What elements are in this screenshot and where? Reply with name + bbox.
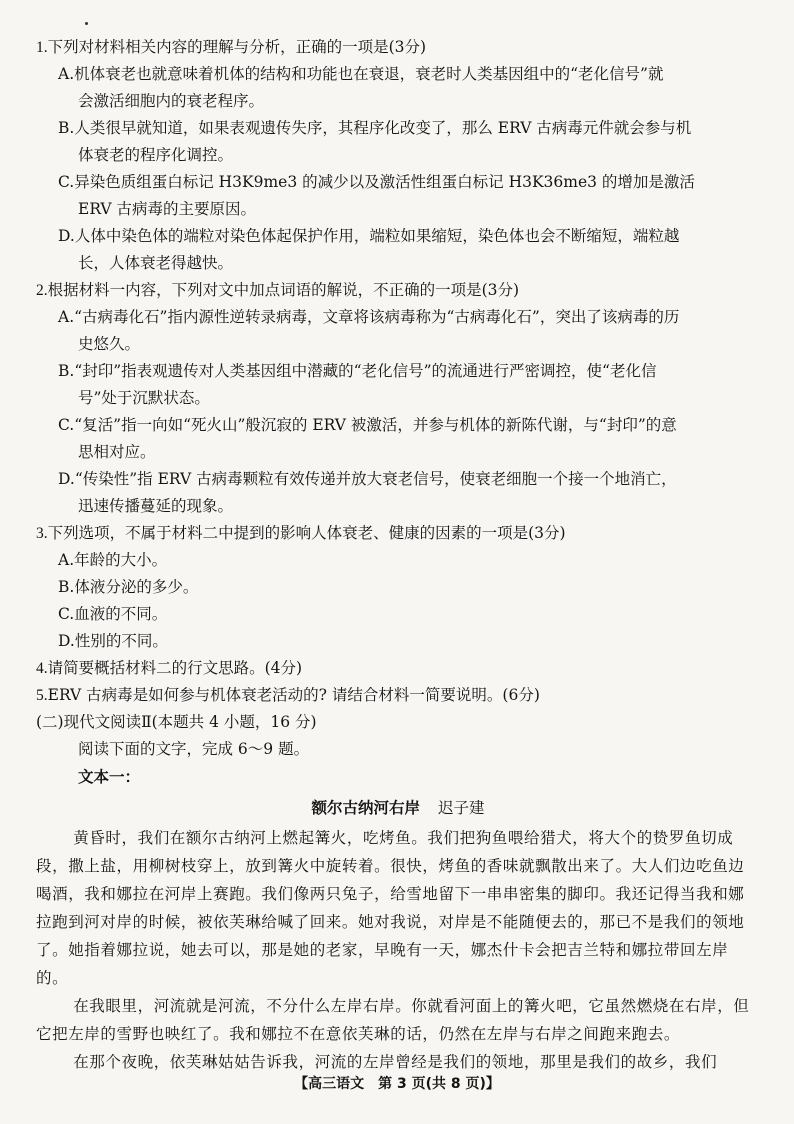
option-text: “传染性”指 ERV 古病毒颗粒有效传递并放大衰老信号，使衰老细胞一个接一个地消亡， [74,470,677,488]
question-stem [36,655,760,682]
option-label: B. [58,119,75,137]
option-text-continued: 迅速传播蔓延的现象。 [78,497,234,515]
question-number: 3. [36,525,48,542]
option-label: A. [58,308,75,326]
option-label: D. [58,227,75,245]
answer-option [58,169,760,223]
option-text: 年龄的大小。 [74,551,168,569]
answer-option [58,358,760,412]
option-text: 体液分泌的多少。 [74,578,199,596]
reading-instruction: 阅读下面的文字，完成 6～9 题。 [78,740,310,758]
option-text-continued: 史悠久。 [78,335,141,353]
page-content [36,34,760,1076]
question-text: 根据材料一内容，下列对文中加点词语的解说，不正确的一项是(3分) [47,281,520,299]
answer-option [58,61,760,115]
answer-option [58,601,760,628]
option-text: 机体衰老也就意味着机体的结构和功能也在衰退，衰老时人类基因组中的“老化信号”就 [74,65,664,83]
option-text: 血液的不同。 [74,605,168,623]
story-author: 迟子建 [438,799,485,817]
section-heading: (二)现代文阅读Ⅱ(本题共 4 小题，16 分) [36,713,317,731]
question-number: 1. [36,39,48,56]
story-paragraph: 在那个夜晚，依芙琳姑姑告诉我，河流的左岸曾经是我们的领地，那里是我们的故乡，我们 [73,1053,718,1071]
question-stem [36,277,760,304]
answer-option [58,628,760,655]
option-label: D. [58,470,75,488]
option-text-continued: 体衰老的程序化调控。 [78,146,234,164]
option-text: 性别的不同。 [74,632,168,650]
answer-option [58,466,760,520]
story-body [36,824,760,1076]
question-stem [36,682,760,709]
answer-option [58,223,760,277]
option-label: B. [58,578,75,596]
text-label: 文本一： [78,767,141,786]
option-text-continued: ERV 古病毒的主要原因。 [78,200,257,218]
option-label: A. [58,551,75,569]
story-title: 额尔古纳河右岸 [311,798,420,817]
option-text: “古病毒化石”指内源性逆转录病毒，文章将该病毒称为“古病毒化石”，突出了该病毒的历 [74,308,680,326]
question-text: ERV 古病毒是如何参与机体衰老活动的? 请结合材料一简要说明。(6分) [47,686,540,704]
question-number: 2. [36,282,48,299]
question-text: 下列对材料相关内容的理解与分析，正确的一项是(3分) [47,38,427,56]
answer-option [58,574,760,601]
option-text: “复活”指一向如“死火山”般沉寂的 ERV 被激活，并参与机体的新陈代谢，与“封印”的意 [74,416,677,434]
answer-option [58,115,760,169]
question-stem [36,34,760,61]
question-text: 请简要概括材料二的行文思路。(4分) [47,659,303,677]
question-list [36,34,760,709]
option-label: D. [58,632,75,650]
option-text-continued: 会激活细胞内的衰老程序。 [78,92,265,110]
option-text: 异染色质组蛋白标记 H3K9me3 的减少以及激活性组蛋白标记 H3K36me3 的增加是激活 [74,173,695,191]
story-paragraph: 在我眼里，河流就是河流，不分什么左岸右岸。你就看河面上的篝火吧，它虽然燃烧在右岸，但它把左岸的雪野也映红了。我和娜拉不在意依芙琳的话，仍然在左岸与右岸之间跑来跑去。 [36,997,750,1043]
option-label: A. [58,65,75,83]
answer-option [58,304,760,358]
ink-dot [85,22,88,25]
option-label: C. [58,605,75,623]
question-stem [36,520,760,547]
page-footer: 【高三语文 第 3 页(共 8 页)】 [294,1076,500,1092]
answer-option [58,547,760,574]
option-text: “封印”指表观遗传对人类基因组中潜藏的“老化信号”的流通进行严密调控，使“老化信 [74,362,657,380]
option-label: C. [58,173,75,191]
option-label: C. [58,416,75,434]
story-paragraph: 黄昏时，我们在额尔古纳河上燃起篝火，吃烤鱼。我们把狗鱼喂给猎犬，将大个的贽罗鱼切成段，撒上盐，用柳树枝穿上，放到篝火中旋转着。很快，烤鱼的香味就飘散出来了。大人们边吃鱼边喝酒，我和娜拉在河岸上赛跑。我们像两只兔子，给雪地留下一串串密集的脚印。我还记得当我和娜拉跑到河对岸的时候，被依芙琳给喊了回来。她对我说，对岸是不能随便去的，那已不是我们的领地了。她指着娜拉说，她去可以，那是她的老家，早晚有一天，娜杰什卡会把吉兰特和娜拉带回左岸的。 [36,829,745,987]
question-number: 5. [36,687,48,704]
answer-option [58,412,760,466]
option-text-continued: 号”处于沉默状态。 [78,389,210,407]
question-text: 下列选项，不属于材料二中提到的影响人体衰老、健康的因素的一项是(3分) [47,524,566,542]
option-text: 人类很早就知道，如果表观遗传失序，其程序化改变了，那么 ERV 古病毒元件就会参与机 [74,119,692,137]
option-text: 人体中染色体的端粒对染色体起保护作用，端粒如果缩短，染色体也会不断缩短，端粒越 [74,227,680,245]
option-text-continued: 长，人体衰老得越快。 [78,254,234,272]
question-number: 4. [36,660,48,677]
option-label: B. [58,362,75,380]
option-text-continued: 思相对应。 [78,443,156,461]
story-title-line [36,792,760,824]
